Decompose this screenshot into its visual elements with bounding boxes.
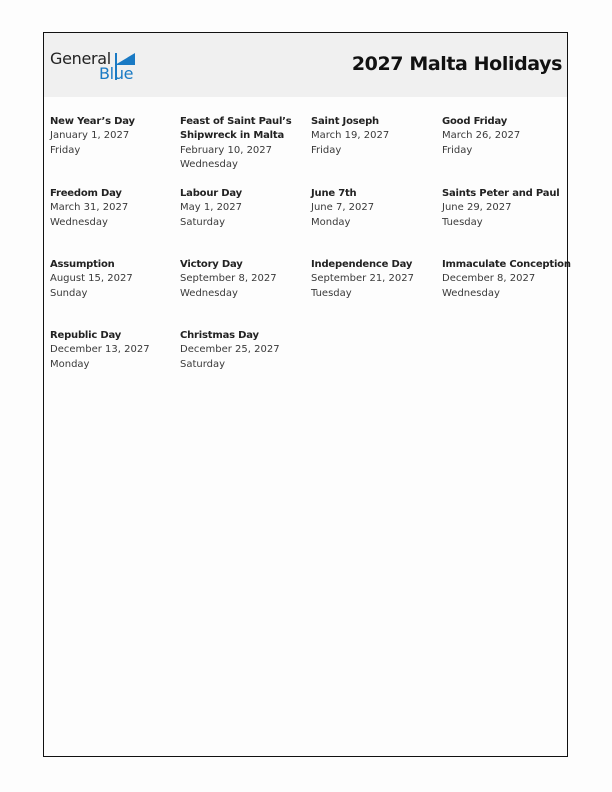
holiday-item	[180, 329, 308, 372]
holiday-name: Labour Day	[180, 188, 242, 199]
holiday-item	[311, 115, 439, 158]
holiday-weekday: Friday	[50, 144, 81, 156]
holiday-weekday: Wednesday	[50, 216, 108, 228]
holiday-name: Saint Joseph	[311, 116, 379, 127]
holiday-name: Freedom Day	[50, 188, 122, 199]
general-blue-logo	[50, 49, 150, 83]
holiday-item	[50, 329, 178, 372]
holiday-weekday: Wednesday	[180, 287, 238, 299]
holiday-item	[442, 115, 570, 158]
holiday-date: March 19, 2027	[311, 130, 390, 142]
holiday-date: August 15, 2027	[50, 273, 133, 285]
holiday-weekday: Friday	[311, 144, 342, 156]
holiday-item	[442, 258, 572, 301]
holiday-item	[311, 258, 439, 301]
holiday-name: Saints Peter and Paul	[442, 188, 560, 199]
holiday-date: September 8, 2027	[180, 273, 277, 285]
holiday-name: Assumption	[50, 259, 115, 270]
holiday-weekday: Friday	[442, 144, 473, 156]
holiday-date: December 8, 2027	[442, 273, 536, 285]
page-title: 2027 Malta Holidays	[351, 53, 562, 75]
holiday-weekday: Wednesday	[180, 158, 238, 170]
holiday-weekday: Monday	[50, 358, 90, 370]
page-frame	[43, 32, 571, 757]
holiday-item	[50, 115, 178, 158]
holiday-weekday: Sunday	[50, 287, 88, 299]
holiday-weekday: Saturday	[180, 216, 226, 228]
holiday-date: December 25, 2027	[180, 344, 280, 356]
holiday-weekday: Wednesday	[442, 287, 500, 299]
holiday-name: Immaculate Conception	[442, 259, 571, 270]
holiday-date: March 26, 2027	[442, 130, 521, 142]
holiday-date: June 7, 2027	[311, 202, 375, 214]
holiday-item	[180, 258, 308, 301]
holiday-date: June 29, 2027	[442, 202, 512, 214]
holiday-weekday: Monday	[311, 216, 351, 228]
holiday-name: Feast of Saint Paul’s Shipwreck in Malta	[180, 116, 292, 142]
holiday-item	[442, 187, 570, 230]
holiday-date: May 1, 2027	[180, 202, 243, 214]
holiday-item	[50, 187, 178, 230]
logo-word-blue: Blue	[99, 64, 134, 83]
holiday-name: Republic Day	[50, 330, 122, 341]
holiday-item	[311, 187, 439, 230]
holiday-date: January 1, 2027	[50, 130, 130, 142]
holiday-date: September 21, 2027	[311, 273, 414, 285]
holiday-weekday: Tuesday	[442, 216, 483, 228]
holiday-weekday: Tuesday	[311, 287, 352, 299]
holiday-weekday: Saturday	[180, 358, 226, 370]
holiday-name: Victory Day	[180, 259, 243, 270]
holiday-date: February 10, 2027	[180, 144, 273, 156]
logo-word-general: General	[50, 49, 111, 68]
holiday-name: June 7th	[311, 188, 357, 199]
holiday-name: Christmas Day	[180, 330, 259, 341]
holiday-item	[180, 187, 308, 230]
holiday-item	[50, 258, 178, 301]
header-band	[44, 33, 567, 97]
holiday-name: New Year’s Day	[50, 116, 135, 127]
holiday-date: March 31, 2027	[50, 202, 129, 214]
holiday-name: Good Friday	[442, 116, 508, 127]
holiday-date: December 13, 2027	[50, 344, 150, 356]
holiday-item	[180, 115, 300, 172]
holiday-name: Independence Day	[311, 259, 413, 270]
